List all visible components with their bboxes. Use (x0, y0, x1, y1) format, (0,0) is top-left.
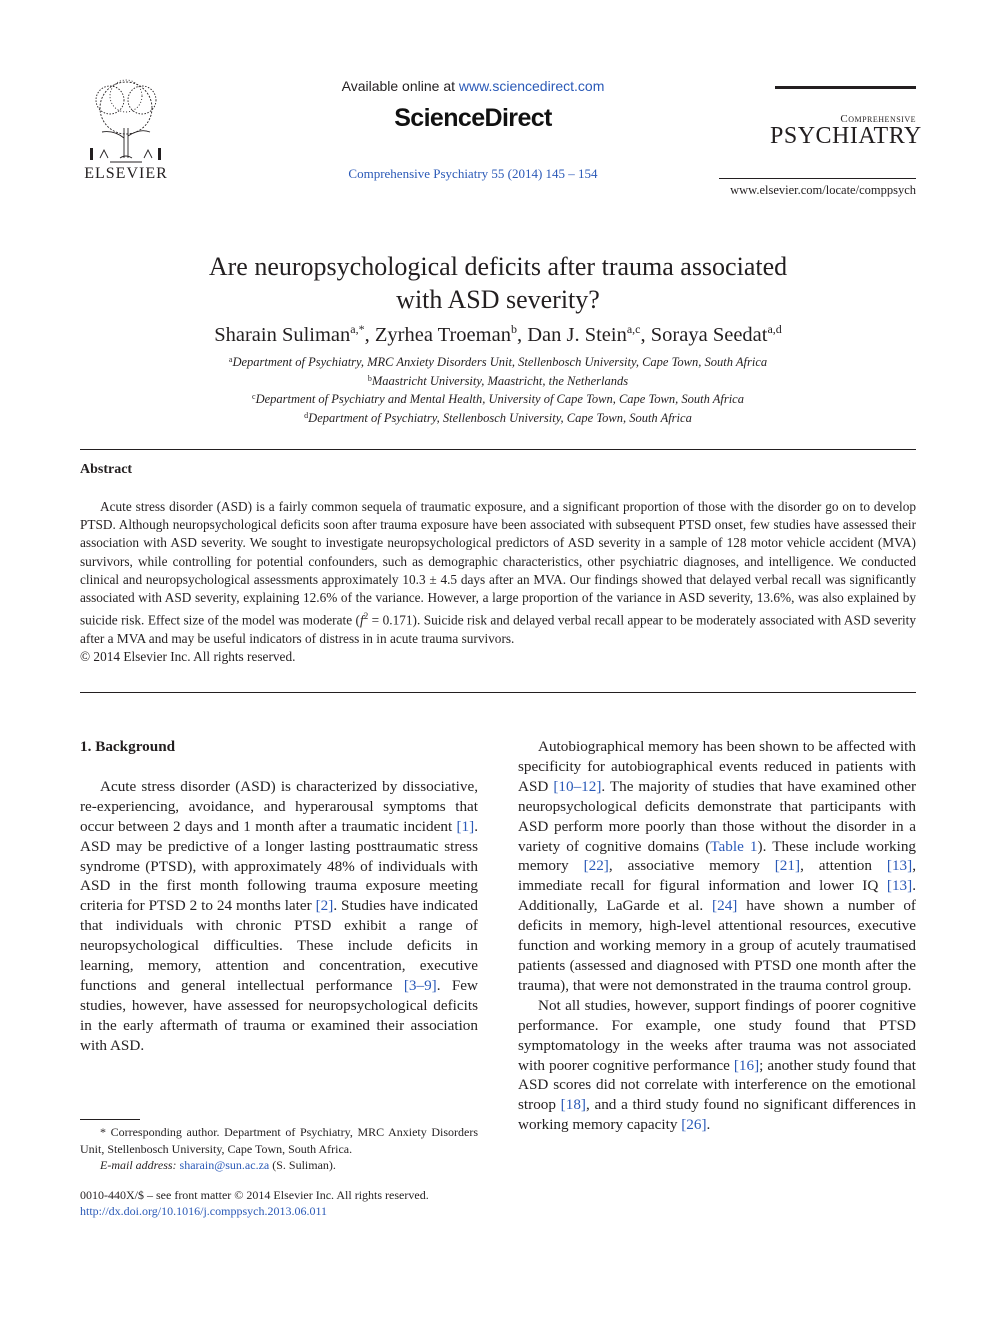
citation-link[interactable]: [18] (560, 1096, 586, 1114)
citation-link[interactable]: [16] (733, 1056, 760, 1074)
elsevier-logo (80, 78, 172, 182)
article-title (80, 250, 916, 316)
journal-name-main: PSYCHIATRY (770, 123, 922, 149)
abstract-text: Acute stress disorder (ASD) is a fairly common sequela of traumatic exposure, and a significant proportion of those with the disorder go on to develop PTSD. Although neuropsychological deficits soon after trauma exposure have been associated with subsequent PTSD onset, few studies have assessed their association with ASD severity. We sought to investigate neuropsychological predictors of ASD severity in a sample of 128 motor vehicle accident (MVA) survivors, while controlling for potential confounders, such as demographic characteristics, other psychiatric diagnoses, and intelligence. We conducted clinical and neuropsychological assessments approximately 10.3 ± 4.5 days after an MVA. Our findings showed that delayed verbal recall was significantly associated with ASD severity, explaining 12.6% of the variance. However, a large proportion of the variance in ASD severity, 13.6%, was also explained by suicide risk. Effect size of the model was moderate ( (80, 499, 916, 628)
available-prefix: Available online at (341, 78, 459, 94)
author-affiliation-marker: a,c (626, 322, 641, 336)
abstract-text: = 0.171). Suicide risk and delayed verbal recall appear to be moderately associated with ASD severity after a MVA and may be useful indicators of distress in in acute trauma survivors. (80, 612, 917, 646)
body-text: , and a third study found no significant differences in working memory capacity (518, 1096, 916, 1134)
title-line-2: with ASD severity? (396, 285, 600, 314)
abstract-bottom-rule (80, 692, 916, 693)
email-suffix: (S. Suliman). (269, 1158, 336, 1172)
available-online (332, 78, 614, 94)
email-link[interactable]: sharain@sun.ac.za (179, 1158, 270, 1172)
body-text: . The majority of studies that have examined other neuropsychological deficits demonstrate that participants with ASD perform more poorly than those without the disorder in a variety of cognitive domains ( (518, 777, 916, 855)
body-text: . Additionally, LaGarde et al. (518, 877, 916, 915)
author-name[interactable]: Sharain Suliman (214, 324, 351, 346)
abstract-body (80, 498, 916, 666)
body-paragraph (518, 737, 916, 996)
abstract-top-rule (80, 449, 916, 450)
footnote-rule (80, 1119, 140, 1120)
body-text: ; another study found that ASD scores did not correlate with interference on the emotional stroop (518, 1056, 916, 1114)
affiliations (80, 352, 916, 426)
email-label: E-mail address: (100, 1158, 180, 1172)
body-text: , immediate recall for figural information and lower IQ (518, 857, 916, 895)
citation-link[interactable]: [10–12] (553, 777, 602, 795)
section-heading: 1. Background (80, 738, 176, 755)
body-text: . Few studies, however, have assessed for neuropsychological deficits in the early aftermath of trauma or examined their association with ASD. (80, 976, 479, 1054)
affiliation-marker: d (304, 410, 309, 420)
affiliation-text: Department of Psychiatry, MRC Anxiety Disorders Unit, Stellenbosch University, Cape Town, South Africa (232, 355, 768, 369)
body-text: Autobiographical memory has been shown to be affected with specificity for autobiographical events reduced in patients with ASD (518, 738, 916, 795)
sciencedirect-link[interactable]: www.sciencedirect.com (458, 78, 605, 94)
affiliation-item (80, 371, 916, 390)
elsevier-tree-icon (80, 78, 172, 182)
affiliation-marker: a (228, 355, 233, 364)
elsevier-wordmark: ELSEVIER (84, 165, 168, 182)
journal-homepage[interactable]: www.elsevier.com/locate/comppsych (730, 183, 916, 197)
author-separator: , (516, 324, 528, 346)
issn-line: 0010-440X/$ – see front matter © 2014 Elsevier Inc. All rights reserved. (80, 1188, 429, 1202)
body-text: . Studies have indicated that individuals with chronic PTSD exhibit a range of neuropsychological difficulties. These include deficits in learning, memory, attention and concentration, executive functions and general intellectual performance (80, 897, 478, 994)
sciencedirect-logo: ScienceDirect (394, 104, 552, 132)
citation-link[interactable]: [21] (774, 857, 801, 875)
right-column (518, 737, 916, 1135)
affiliation-text: Maastricht University, Maastricht, the Netherlands (371, 373, 629, 388)
abstract-heading: Abstract (80, 462, 133, 477)
title-line-1: Are neuropsychological deficits after trauma associated (208, 252, 788, 281)
body-paragraph (80, 777, 478, 1056)
citation-link[interactable]: [13] (886, 877, 913, 895)
header-rule (719, 178, 916, 179)
abstract-copyright: © 2014 Elsevier Inc. All rights reserved. (80, 649, 296, 665)
affiliation-marker: c (252, 392, 256, 401)
corresponding-footnote (80, 1124, 478, 1174)
citation-link[interactable]: [22] (583, 857, 609, 875)
journal-rule (775, 86, 916, 89)
author-affiliation-marker: b (510, 322, 517, 336)
corresponding-author-note: * Corresponding author. Department of Psychiatry, MRC Anxiety Disorders Unit, Stellenbosch University, Cape Town, South Africa. (80, 1125, 478, 1156)
body-text: Not all studies, however, support findings of poorer cognitive performance. For example, one study found that PTSD symptomatology in the weeks after trauma was not associated with poorer cognitive performance (518, 996, 916, 1074)
journal-name-top: Comprehensive (840, 113, 916, 125)
email-line (80, 1157, 478, 1174)
issn-block (80, 1187, 500, 1219)
body-text: , associative memory (608, 857, 775, 875)
citation-link[interactable]: [3–9] (403, 976, 437, 994)
affiliation-text: Department of Psychiatry and Mental Health, University of Cape Town, Cape Town, South Africa (255, 392, 744, 406)
affiliation-marker: b (367, 373, 372, 383)
doi-link[interactable]: http://dx.doi.org/10.1016/j.comppsych.2013.06.011 (80, 1204, 327, 1218)
author-name[interactable]: Dan J. Stein (527, 324, 627, 346)
effect-size-symbol: f (360, 612, 364, 628)
affiliation-item (80, 352, 916, 371)
citation-link[interactable]: [26] (681, 1116, 707, 1134)
author-separator: , (364, 324, 375, 346)
author-separator: , (640, 324, 651, 346)
citation-link[interactable]: [1] (456, 817, 475, 835)
effect-size-exponent: 2 (363, 611, 369, 622)
citation-link[interactable]: [13] (886, 857, 913, 875)
affiliation-item (80, 408, 916, 427)
citation-link[interactable]: [24] (712, 897, 738, 915)
body-paragraph (518, 996, 916, 1135)
table-link[interactable]: Table 1 (710, 837, 758, 855)
affiliation-text: Department of Psychiatry, Stellenbosch University, Cape Town, South Africa (308, 410, 692, 425)
body-text: ). These include working memory (518, 837, 917, 875)
author-name[interactable]: Soraya Seedat (650, 324, 768, 346)
body-text: have shown a number of deficits in memory, high-level attentional resources, executive function and working memory in a group of acutely traumatised patients (assessed and diagnosed with PTSD one month after the trauma), that were not demonstrated in the trauma control group. (518, 897, 916, 994)
body-text: . ASD may be predictive of a longer lasting posttraumatic stress syndrome (PTSD), with approximately 48% of individuals with ASD in the first month following trauma exposure meeting criteria for PTSD 2 to 24 months later (80, 817, 478, 915)
affiliation-item (80, 389, 916, 408)
author-affiliation-marker: a,d (767, 322, 782, 336)
journal-citation[interactable]: Comprehensive Psychiatry 55 (2014) 145 – 154 (348, 166, 598, 181)
author-name[interactable]: Zyrhea Troeman (374, 324, 511, 346)
author-affiliation-marker: a,* (350, 322, 365, 336)
body-text: Acute stress disorder (ASD) is characterized by dissociative, re-experiencing, avoidance, and hyperarousal symptoms that occur between 2 days and 1 month after a traumatic incident (80, 777, 478, 835)
abstract-paragraph (80, 498, 916, 648)
author-list (80, 322, 916, 347)
citation-link[interactable]: [2] (315, 897, 334, 915)
body-text: , attention (800, 857, 887, 875)
body-text: . (706, 1116, 711, 1134)
left-column (80, 737, 478, 1056)
